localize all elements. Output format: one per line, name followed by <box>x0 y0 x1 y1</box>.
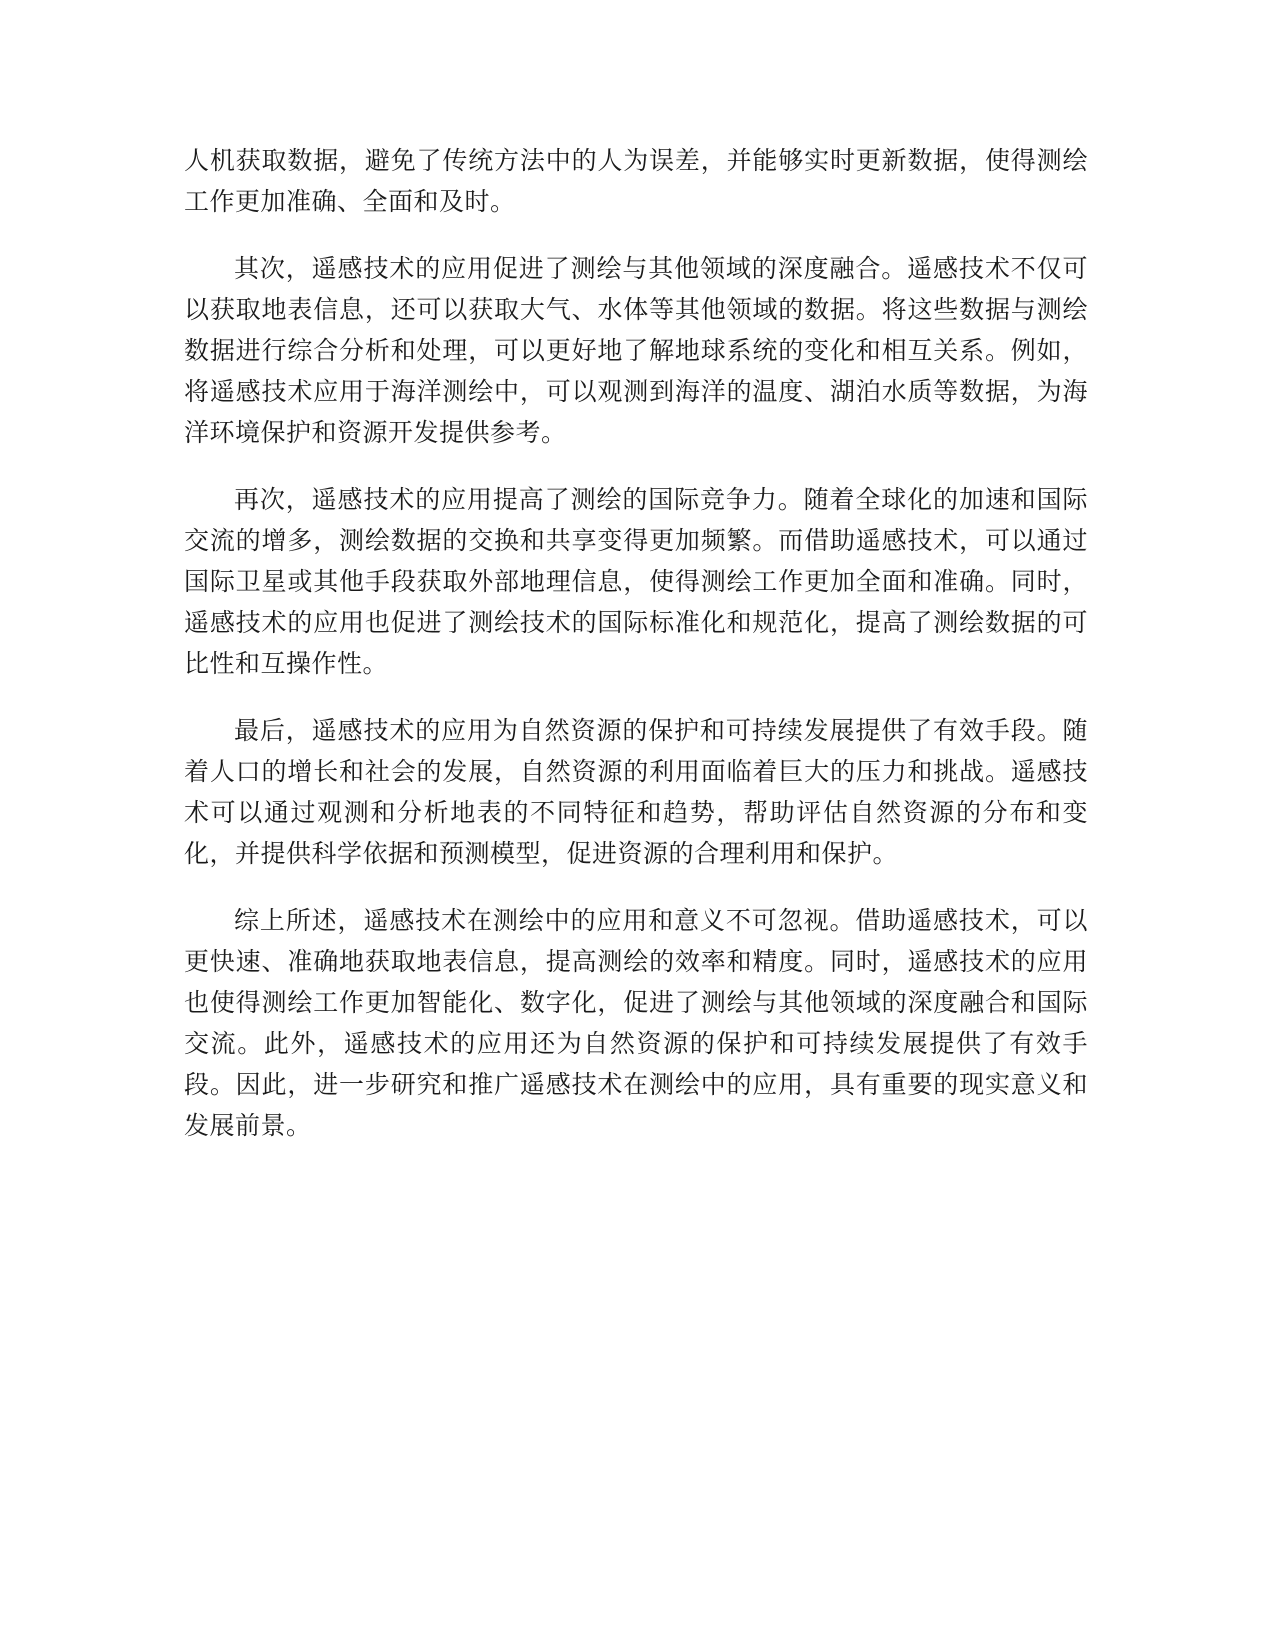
paragraph-integration: 其次，遥感技术的应用促进了测绘与其他领域的深度融合。遥感技术不仅可以获取地表信息，还可以获取大气、水体等其他领域的数据。将这些数据与测绘数据进行综合分析和处理，可以更好地了解地球系统的变化和相互关系。例如，将遥感技术应用于海洋测绘中，可以观测到海洋的温度、湖泊水质等数据，为海洋环境保护和资源开发提供参考。 <box>184 254 1088 447</box>
paragraph-resources: 最后，遥感技术的应用为自然资源的保护和可持续发展提供了有效手段。随着人口的增长和社会的发展，自然资源的利用面临着巨大的压力和挑战。遥感技术可以通过观测和分析地表的不同特征和趋势，帮助评估自然资源的分布和变化，并提供科学依据和预测模型，促进资源的合理利用和保护。 <box>184 716 1088 868</box>
paragraph-competitiveness: 再次，遥感技术的应用提高了测绘的国际竞争力。随着全球化的加速和国际交流的增多，测绘数据的交换和共享变得更加频繁。而借助遥感技术，可以通过国际卫星或其他手段获取外部地理信息，使得测绘工作更加全面和准确。同时，遥感技术的应用也促进了测绘技术的国际标准化和规范化，提高了测绘数据的可比性和互操作性。 <box>184 485 1088 678</box>
document-body <box>184 140 1088 1172</box>
paragraph-continuation: 人机获取数据，避免了传统方法中的人为误差，并能够实时更新数据，使得测绘工作更加准确、全面和及时。 <box>184 146 1088 216</box>
paragraph-conclusion: 综上所述，遥感技术在测绘中的应用和意义不可忽视。借助遥感技术，可以更快速、准确地获取地表信息，提高测绘的效率和精度。同时，遥感技术的应用也使得测绘工作更加智能化、数字化，促进了测绘与其他领域的深度融合和国际交流。此外，遥感技术的应用还为自然资源的保护和可持续发展提供了有效手段。因此，进一步研究和推广遥感技术在测绘中的应用，具有重要的现实意义和发展前景。 <box>184 906 1088 1140</box>
